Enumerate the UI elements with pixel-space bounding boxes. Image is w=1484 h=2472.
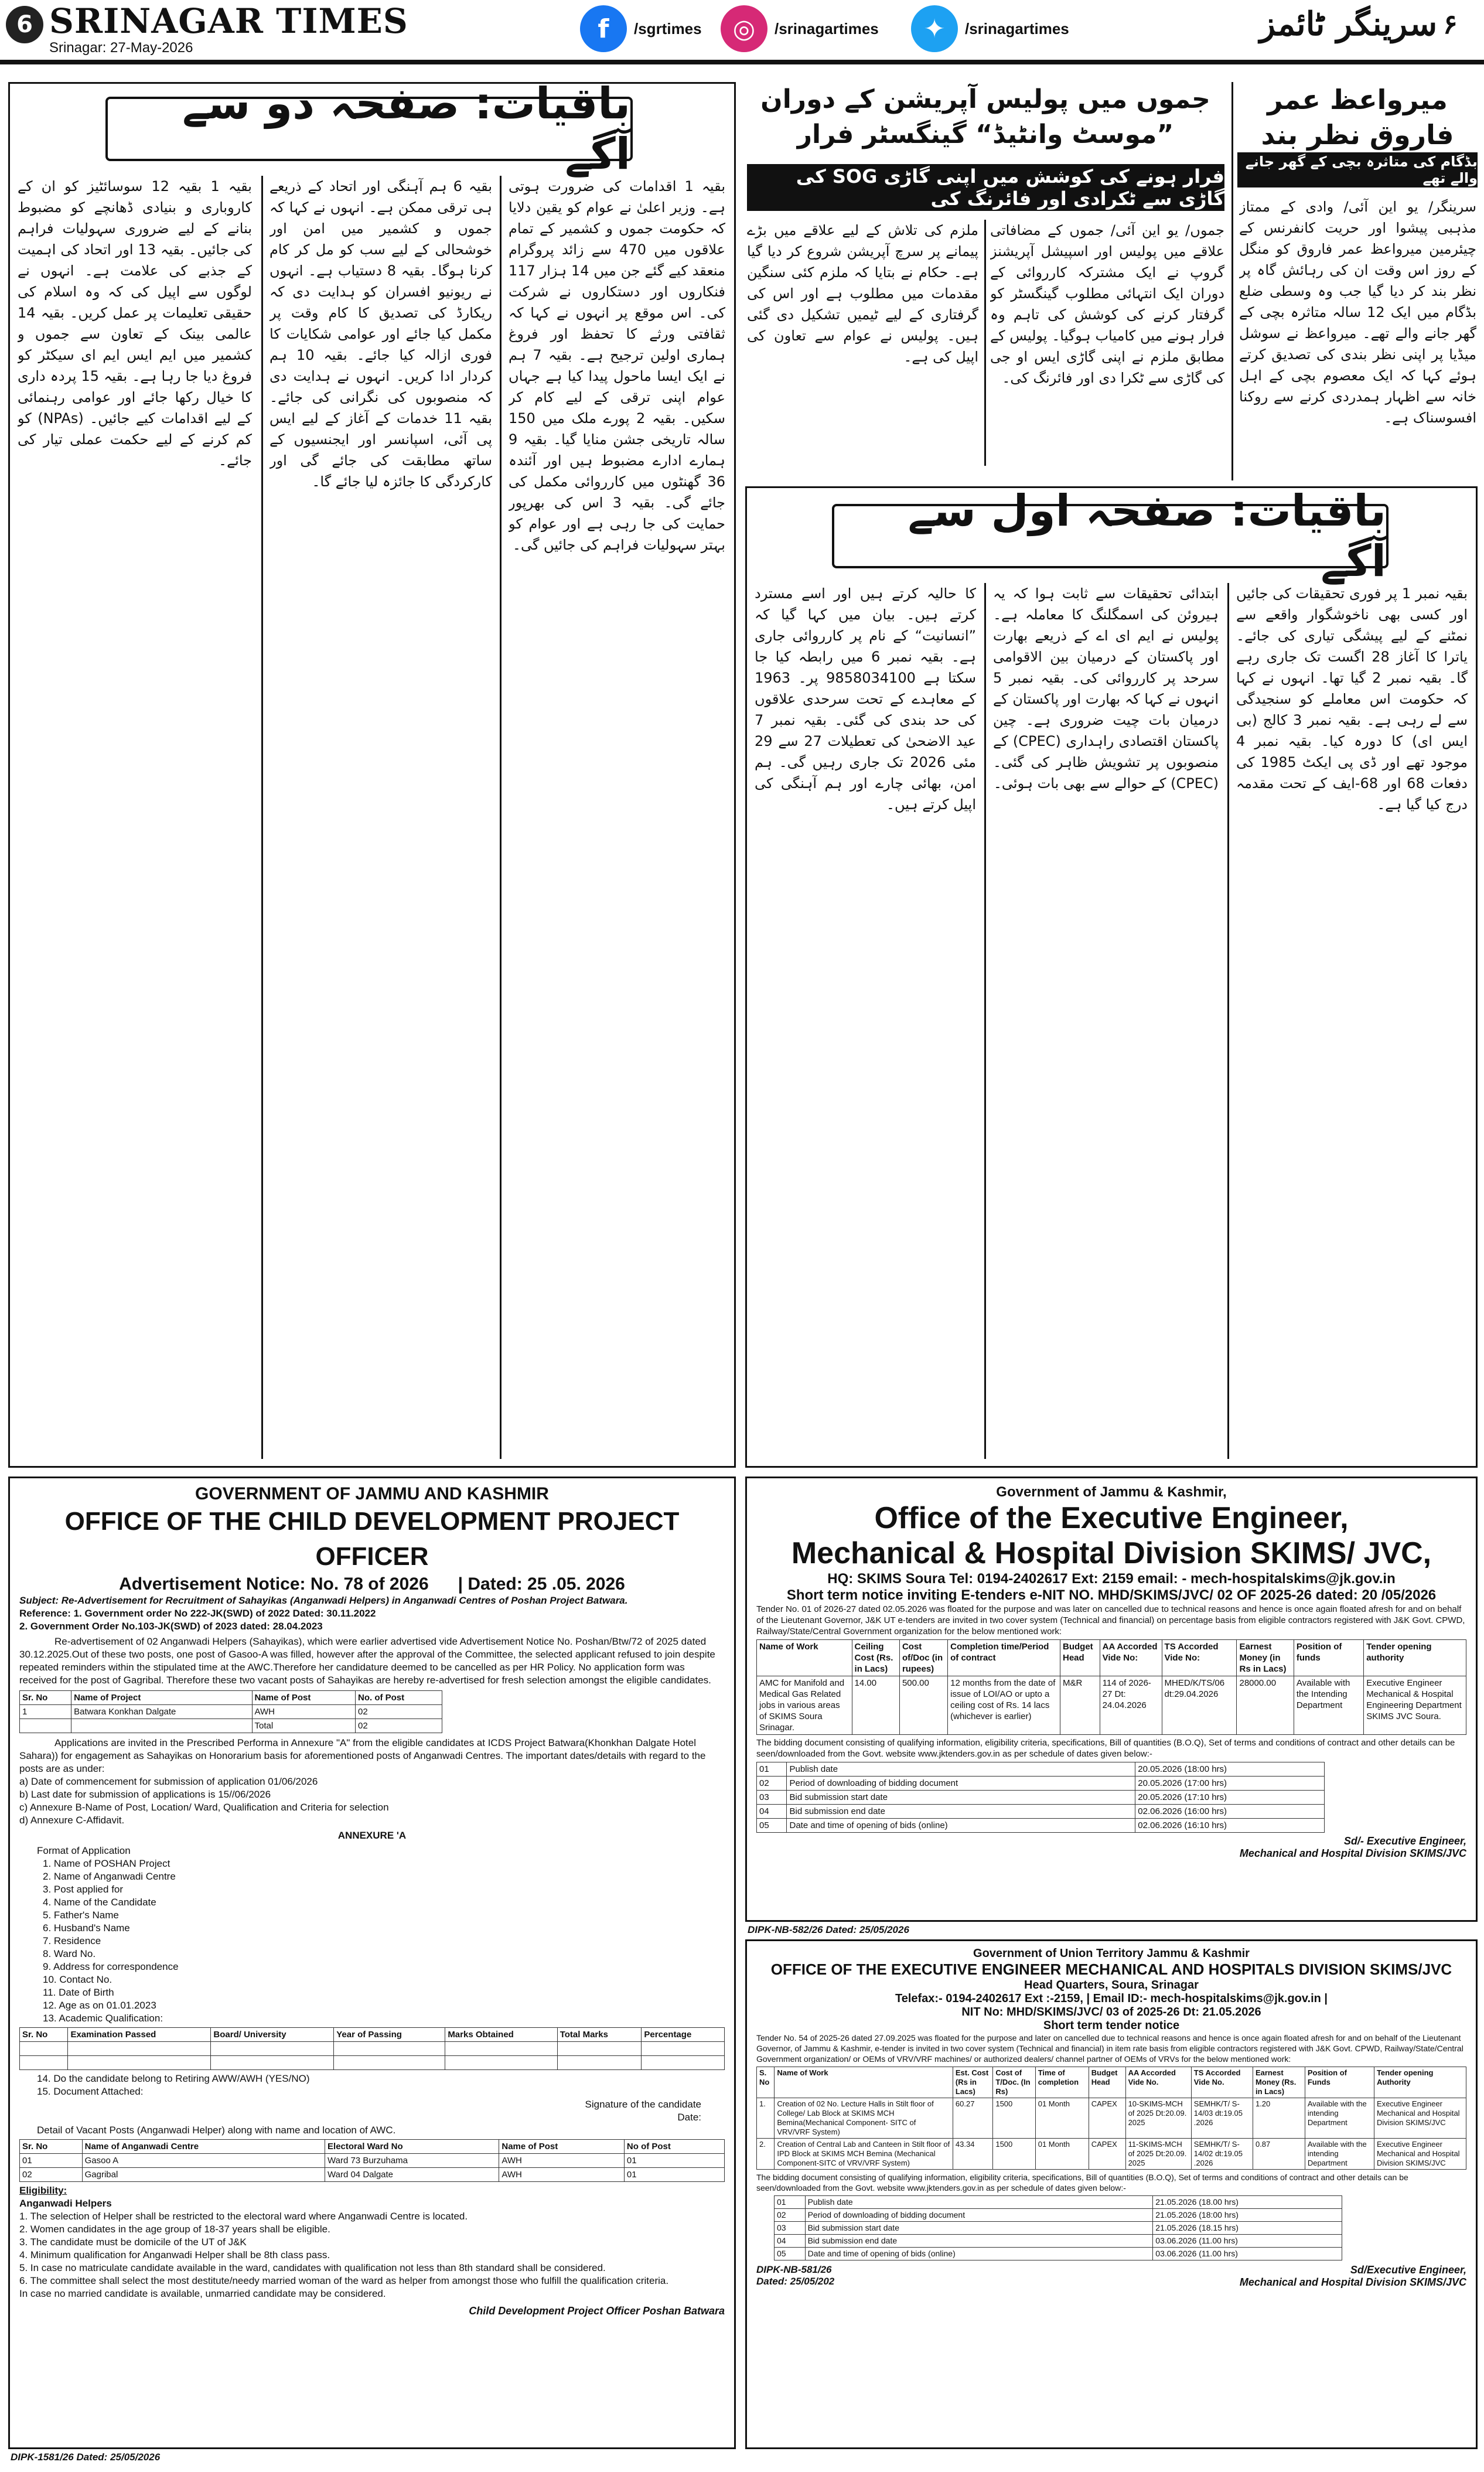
twitter-icon: ✦ — [911, 5, 958, 52]
table-cell: 04 — [775, 2235, 806, 2248]
mirwaiz-headline: میرواعظ عمر فاروق نظر بند — [1261, 84, 1454, 151]
table-cell: Available with the Intending Department — [1294, 1676, 1363, 1735]
table-row — [757, 1819, 1325, 1833]
table-cell: 60.27 — [953, 2098, 992, 2139]
table-cell: Period of downloading of bidding document — [805, 2209, 1153, 2222]
format-item: 7. Residence — [43, 1935, 101, 1946]
table-cell: Bid submission start date — [787, 1791, 1135, 1805]
table-cell: Ward 04 Dalgate — [325, 2168, 499, 2182]
exen1-gov: Government of Jammu & Kashmir, — [996, 1484, 1227, 1500]
exen2-schedule-table — [774, 2195, 1342, 2260]
table-row — [20, 2154, 725, 2168]
page-number: 6 — [6, 6, 43, 43]
table-cell: 01 Month — [1035, 2139, 1089, 2170]
table-cell: 1. — [757, 2098, 775, 2139]
table-header: Board/ University — [211, 2028, 334, 2042]
cdpo-dipk: DIPK-1581/26 Dated: 25/05/2026 — [11, 2451, 161, 2463]
exen2-gov: Government of Union Territory Jammu & Kashmir — [973, 1947, 1250, 1960]
table-cell: 11-SKIMS-MCH of 2025 Dt:20.09. 2025 — [1125, 2139, 1191, 2170]
exen1-body: Tender No. 01 of 2026-27 dated 02.05.2026 was floated for the purpose and was later on cancelled due to technical reasons and hence is once again floated afresh for and on behalf of the Lieutenant Governor, J&K UT e-tenders are invited in two cover system (Technical and financial) on percentage basis from eligible contractors registered with J&K Govt. CPWD, Railway/State/Central Government organization for the below mentioned work: — [756, 1604, 1465, 1636]
table-cell — [71, 1719, 252, 1733]
twitter-handle: /srinagartimes — [965, 19, 1069, 37]
table-cell: 02.06.2026 (16:00 hrs) — [1135, 1805, 1324, 1819]
table-header: Tender opening authority — [1364, 1640, 1466, 1676]
police-story-col-2: ملزم کی تلاش کے لیے علاقے میں بڑے پیمانے پر سرچ آپریشن شروع کر دیا گیا ہے۔ حکام نے بتایا کہ ملزم کئی سنگین مقدمات میں مطلوب ہے اور اس کی گرفتاری کے لیے ٹیمیں تشکیل دی گئی ہیں۔ پولیس نے عوام سے تعاون کی اپیل کی ہے۔ — [747, 222, 978, 365]
cdpo-date-d: d) Annexure C-Affidavit. — [19, 1815, 125, 1826]
table-cell: Publish date — [805, 2196, 1153, 2209]
table-cell: 20.05.2026 (17:10 hrs) — [1135, 1791, 1324, 1805]
table-cell: 20.05.2026 (18:00 hrs) — [1135, 1762, 1324, 1777]
table-header: Position of funds — [1294, 1640, 1363, 1676]
table-cell: Date and time of opening of bids (online) — [805, 2248, 1153, 2260]
cdpo-body: Re-advertisement of 02 Anganwadi Helpers (Sahayikas), which were earlier advertised vide Advertisement Notice No. Poshan/Btw/72 of 2025 dated 30.12.2025.Out of these two posts, one post of Gasoo-A was filled, however after the approval of the Committee, the selected applicant refused to join despite repeated reminders within the stipulated time at the AWC.Therefore her candidature deemed to be cancelled as per HR Policy. No application form was received for the post of Gagribal. Therefore these two vacant posts of Sahayikas are hereby re-advertised for fresh selection amongst the eligible candidates. — [19, 1636, 715, 1686]
table-cell: CAPEX — [1089, 2139, 1125, 2170]
cdpo-office: OFFICE OF THE CHILD DEVELOPMENT PROJECT OFFICER — [64, 1507, 680, 1571]
social-twitter[interactable] — [911, 4, 1069, 54]
exen2-body: Tender No. 54 of 2025-26 dated 27.09.2025 was floated for the purpose and later on cancelled due to technical reasons and hence is once again floated afresh for and on behalf of the Lieutenant Governor, of Jammu & Kashmir, e-tender is invited in two cover system (Technical and financial) in item rate basis from eligible contractors registered with J&K Govt. CPWD, Railway/State/Central Government organization/ or OEMs of VRV/VRF machines/ or authorized dealers/ channel partner of OEMs of VRVs for the below mentioned work: — [756, 2033, 1463, 2064]
cdpo-ref1: Reference: 1. Government order No 222-JK(SWD) of 2022 Dated: 30.11.2022 — [19, 1608, 376, 1619]
table-header: Tender opening Authority — [1374, 2067, 1466, 2098]
cdpo-apply: Applications are invited in the Prescribed Performa in Annexure "A" from the eligible candidates at ICDS Project Batwara(Khonkhan Dalgate Hotel Sahara)) for engagement as Sahayikas on Honorarium basis for aforementioned posts of Anganwadi Centres. The important dates/details with regard to the posts are as under: — [19, 1737, 706, 1774]
table-cell: 01 — [20, 2154, 83, 2168]
table-cell: AWH — [252, 1705, 355, 1719]
cdpo-eligibility-sub: Anganwadi Helpers — [19, 2198, 112, 2209]
table-cell: 01 — [624, 2154, 724, 2168]
table-cell: 03.06.2026 (11.00 hrs) — [1153, 2248, 1342, 2260]
masthead-rule — [0, 60, 1484, 64]
mirwaiz-banner: بڈگام کی متاثرہ بچی کے گھر جانے والے تھے — [1237, 152, 1478, 187]
table-cell: 21.05.2026 (18:00 hrs) — [1153, 2209, 1342, 2222]
table-cell: CAPEX — [1089, 2098, 1125, 2139]
issue-date: Srinagar: 27-May-2026 — [49, 40, 193, 56]
exen2-schedule-note: The bidding document consisting of qualifying information, eligibility criteria, specifications, Bill of quantities (B.O.Q), Set of terms and conditions of contract and other details can be seen/downloaded from the Govt. website www.jktenders.gov.in as per schedule of dates given below:- — [756, 2173, 1408, 2193]
table-cell: 21.05.2026 (18.00 hrs) — [1153, 2196, 1342, 2209]
table-cell — [20, 1719, 71, 1733]
col-divider — [261, 176, 263, 1459]
mid-col-3: کا حالیہ کرتے ہیں اور اسے مسترد کرتے ہیں۔ بیان میں کہا گیا کہ ”انسانیت“ کے نام پر کارروائی جاری ہے۔ بقیہ نمبر 6 میں رابطہ کیا جا سکتا ہے 9858034100 پر۔ 1963 کے معاہدے کے تحت سرحدی علاقوں کی حد بندی کی گئی۔ بقیہ نمبر 7 عید الاضحیٰ کی تعطیلات 27 سے 29 مئی 2026 تک جاری رہیں گی۔ ہم امن، بھائی چارے اور ہم آہنگی کی اپیل کرتے ہیں۔ — [755, 585, 976, 813]
mid-section-header: باقیات: صفحہ اول سے آگے — [832, 504, 1389, 568]
urdu-page-number: ۶ — [1443, 8, 1458, 40]
exen1-office2: Mechanical & Hospital Division SKIMS/ JVC, — [791, 1536, 1432, 1570]
table-cell: Ward 73 Burzuhama — [325, 2154, 499, 2168]
table-cell: AWH — [499, 2168, 625, 2182]
table-row — [775, 2196, 1342, 2209]
table-header: TS Accorded Vide No. — [1191, 2067, 1253, 2098]
table-row — [775, 2235, 1342, 2248]
exen2-signature1: Sd/Executive Engineer, — [1350, 2264, 1466, 2276]
table-header: Name of Post — [499, 2140, 625, 2154]
format-item: 1. Name of POSHAN Project — [43, 1858, 170, 1869]
cdpo-post-table — [19, 1690, 442, 1733]
table-header: TS Accorded Vide No: — [1162, 1640, 1237, 1676]
cdpo-subject: Subject: Re-Advertisement for Recruitment of Sahayikas (Anganwadi Helpers) in Anganwadi Centres of Poshan Project Batwara. — [19, 1595, 628, 1606]
exen2-advertisement — [745, 1939, 1478, 2449]
left-section-header: باقیات: صفحہ دو سے آگے — [105, 97, 633, 161]
eligibility-item: 2. Women candidates in the age group of 18-37 years shall be eligible. — [19, 2224, 330, 2235]
table-row — [757, 2139, 1466, 2170]
police-story-col-1: جموں/ یو این آئی/ جموں کے مضافاتی علاقے میں پولیس اور اسپیشل آپریشنز گروپ نے ایک مشترکہ کارروائی کے دوران ایک انتہائی مطلوب گینگسٹر کو گرفتار کرنے کی کوشش کی تاہم وہ فرار ہونے میں کامیاب ہوگیا۔ پولیس کے مطابق ملزم نے اپنی گاڑی ایس او جی کی گاڑی سے ٹکرا دی اور فائرنگ کی۔ — [990, 222, 1224, 386]
table-cell: Bid submission start date — [805, 2222, 1153, 2235]
table-header: Name of Work — [757, 1640, 852, 1676]
table-header: Time of completion — [1035, 2067, 1089, 2098]
table-header: Total Marks — [557, 2028, 642, 2042]
table-cell: 2. — [757, 2139, 775, 2170]
table-cell: 1.20 — [1253, 2098, 1305, 2139]
table-cell: 43.34 — [953, 2139, 992, 2170]
table-cell: 03 — [757, 1791, 787, 1805]
table-cell: Gasoo A — [82, 2154, 325, 2168]
table-row — [757, 1676, 1466, 1735]
format-item: 9. Address for correspondence — [43, 1961, 179, 1972]
exen2-dipk2: Dated: 25/05/202 — [756, 2276, 835, 2287]
exen1-schedule-note: The bidding document consisting of qualifying information, eligibility criteria, specifications, Bill of quantities (B.O.Q), Set of terms and conditions of contract and other details can be seen/downloaded from the Govt. website www.jktenders.gov.in as per schedule of dates given below:- — [756, 1738, 1455, 1759]
col-divider — [984, 583, 986, 1459]
exen1-office1: Office of the Executive Engineer, — [874, 1501, 1349, 1535]
col-divider — [500, 176, 502, 1459]
table-cell: Available with the intending Department — [1305, 2098, 1374, 2139]
table-cell: Executive Engineer Mechanical and Hospital Division SKIMS/JVC — [1374, 2139, 1466, 2170]
table-cell: 02 — [20, 2168, 83, 2182]
cdpo-notice: Advertisement Notice: No. 78 of 2026 | Dated: 25 .05. 2026 — [119, 1574, 625, 1594]
format-item: 12. Age as on 01.01.2023 — [43, 2000, 156, 2011]
table-header: Est. Cost (Rs in Lacs) — [953, 2067, 992, 2098]
social-instagram[interactable] — [721, 4, 879, 54]
left-col-1: بقیہ 1 اقدامات کی ضرورت ہوتی ہے۔ وزیر اعلیٰ نے عوام کو یقین دلایا کہ حکومت جموں و کشمیر کے تمام علاقوں میں 470 سے زائد پروگرام منعقد کیے گئے جن میں 14 ہزار 117 فنکاروں اور دستکاروں نے شرکت کی۔ اس موقع پر انہوں نے کہا کہ ثقافتی ورثے کا تحفظ اور فروغ ہماری اولین ترجیح ہے۔ بقیہ 7 ہم نے ایک ایسا ماحول پیدا کیا ہے جہاں عوام اپنی ترقی کے لیے کام کر سکیں۔ بقیہ 2 پورے ملک میں 150 سالہ تاریخی جشن منایا گیا۔ بقیہ 9 ہمارے ادارے مضبوط ہیں اور آئندہ 36 گھنٹوں میں کارروائی مکمل کی جائے گی۔ بقیہ 3 اس کی بھرپور حمایت کی جا رہی ہے اور عوام کو بہتر سہولیات فراہم کی جائیں گی۔ — [509, 178, 725, 553]
col-divider — [984, 220, 986, 466]
table-cell: 05 — [757, 1819, 787, 1833]
table-cell: M&R — [1060, 1676, 1100, 1735]
table-cell: Date and time of opening of bids (online) — [787, 1819, 1135, 1833]
exen1-work-table — [756, 1639, 1466, 1735]
eligibility-item: 6. The committee shall select the most destitute/needy married woman of the ward as helper from amongst those who fulfill the qualification criteria. — [19, 2275, 669, 2286]
exen2-hq: Head Quarters, Soura, Srinagar — [1024, 1979, 1199, 1992]
mid-col-1: بقیہ نمبر 1 پر فوری تحقیقات کی جائیں اور کسی بھی ناخوشگوار واقعے سے نمٹنے کے لیے پیشگی تیاری کی جائے۔ یاترا کا آغاز 28 اگست تک جاری رہے گا۔ بقیہ نمبر 2 گیا تھا۔ انہوں نے کہا کہ حکومت اس معاملے کو سنجیدگی سے لے رہی ہے۔ بقیہ نمبر 3 کالج (بی ایس ای) کا دورہ کیا۔ بقیہ نمبر 4 موجود تھے اور ڈی پی ایکٹ 1985 کی دفعات 68 اور 68-ایف کے تحت مقدمہ درج کیا گیا ہے۔ — [1236, 585, 1468, 813]
cdpo-date-b: b) Last date for submission of applications is 15//06/2026 — [19, 1789, 271, 1800]
cdpo-format-title: Format of Application — [37, 1845, 131, 1856]
table-row — [775, 2248, 1342, 2260]
table-header: Earnest Money (Rs. in Lacs) — [1253, 2067, 1305, 2098]
table-header: Examination Passed — [68, 2028, 211, 2042]
table-row — [757, 1805, 1325, 1819]
cdpo-signature: Child Development Project Officer Poshan Batwara — [469, 2305, 725, 2317]
table-header: Ceiling Cost (Rs. in Lacs) — [852, 1640, 899, 1676]
exen1-signature2: Mechanical and Hospital Division SKIMS/JVC — [1239, 1847, 1466, 1859]
table-row — [757, 1777, 1325, 1791]
table-cell: 03.06.2026 (11.00 hrs) — [1153, 2235, 1342, 2248]
table-row — [775, 2209, 1342, 2222]
eligibility-item: 1. The selection of Helper shall be restricted to the electoral ward where Anganwadi Centre is located. — [19, 2211, 468, 2222]
table-cell: Executive Engineer Mechanical & Hospital Engineering Department SKIMS JVC Soura. — [1364, 1676, 1466, 1735]
table-header: No of Post — [624, 2140, 724, 2154]
table-cell: 28000.00 — [1237, 1676, 1294, 1735]
table-cell: Gagribal — [82, 2168, 325, 2182]
table-cell: 05 — [775, 2248, 806, 2260]
table-cell: 1500 — [993, 2098, 1035, 2139]
exen1-dipk: DIPK-NB-582/26 Dated: 25/05/2026 — [748, 1924, 909, 1935]
cdpo-date-c: c) Annexure B-Name of Post, Location/ Ward, Qualification and Criteria for selection — [19, 1802, 389, 1813]
exen2-signature2: Mechanical and Hospital Division SKIMS/JVC — [1239, 2276, 1466, 2288]
format-item: 13. Academic Qualification: — [43, 2013, 163, 2024]
eligibility-item: 5. In case no matriculate candidate available in the ward, candidates with qualification not less than 8th standard shall be considered. — [19, 2262, 606, 2273]
table-cell: 114 of 2026-27 Dt: 24.04.2026 — [1100, 1676, 1162, 1735]
table-cell: SEMHK/T/ S-14/02 dt:19.05 .2026 — [1191, 2139, 1253, 2170]
cdpo-annexure: ANNEXURE 'A — [337, 1830, 407, 1841]
table-header: Sr. No — [20, 2140, 83, 2154]
cdpo-q15: 15. Document Attached: — [37, 2086, 144, 2097]
table-header: Year of Passing — [334, 2028, 445, 2042]
col-divider — [1227, 583, 1229, 1459]
table-cell: Available with the intending Department — [1305, 2139, 1374, 2170]
exen2-nit: NIT No: MHD/SKIMS/JVC/ 03 of 2025-26 Dt: 21.05.2026 — [961, 2006, 1261, 2018]
left-col-2: بقیہ 6 ہم آہنگی اور اتحاد کے ذریعے ہی ترقی ممکن ہے۔ انہوں نے کہا کہ جموں و کشمیر میں امن اور خوشحالی کے لیے سب کو مل کر کام کرنا ہوگا۔ بقیہ 8 دستیاب ہے۔ انہوں نے ریونیو افسران کو ہدایت دی کہ ریکارڈ کی تصدیق کا کام وقت پر مکمل کیا جائے اور عوامی شکایات کا فوری ازالہ کیا جائے۔ بقیہ 10 ہم کردار ادا کریں۔ انہوں نے ہدایت دی کہ منصوبوں کی نگرانی کی جائے۔ بقیہ 11 خدمات کے آغاز کے لیے ایس پی آئی، اسپانسر اور ایجنسیوں کے ساتھ مطابقت کی جائے گی اور کارکردگی کا جائزہ لیا جائے گا۔ — [269, 178, 492, 490]
cdpo-eligibility-title: Eligibility: — [19, 2185, 67, 2196]
table-cell: 02.06.2026 (16:10 hrs) — [1135, 1819, 1324, 1833]
table-cell: Batwara Konkhan Dalgate — [71, 1705, 252, 1719]
table-cell: 01 Month — [1035, 2098, 1089, 2139]
table-cell: 02 — [355, 1719, 442, 1733]
table-header: AA Accorded Vide No. — [1125, 2067, 1191, 2098]
table-header: Name of Post — [252, 1691, 355, 1705]
cdpo-qualification-table — [19, 2027, 725, 2070]
table-cell: 01 — [775, 2196, 806, 2209]
format-item: 11. Date of Birth — [43, 1987, 114, 1998]
table-cell: Creation of 02 No. Lecture Halls in Stilt floor of College/ Lab Block at SKIMS MCH Bemina(Mechanical Component- SITC of VRV/VRF System) — [775, 2098, 953, 2139]
table-header: Electoral Ward No — [325, 2140, 499, 2154]
table-cell: 14.00 — [852, 1676, 899, 1735]
col-divider — [1231, 82, 1233, 480]
table-row — [20, 2042, 725, 2056]
cdpo-signature-candidate: Signature of the candidate — [585, 2099, 701, 2110]
table-cell: 04 — [757, 1805, 787, 1819]
table-cell: MHED/K/TS/06 dt:29.04.2026 — [1162, 1676, 1237, 1735]
exen2-dipk1: DIPK-NB-581/26 — [756, 2264, 832, 2275]
cdpo-advertisement — [8, 1477, 736, 2449]
table-header: Earnest Money (in Rs in Lacs) — [1237, 1640, 1294, 1676]
table-header: Sr. No — [20, 2028, 68, 2042]
format-item: 6. Husband's Name — [43, 1922, 130, 1934]
table-cell: Period of downloading of bidding document — [787, 1777, 1135, 1791]
format-item: 5. Father's Name — [43, 1910, 119, 1921]
table-row — [20, 2056, 725, 2070]
table-header: Percentage — [642, 2028, 725, 2042]
table-cell: Total — [252, 1719, 355, 1733]
table-row — [757, 2098, 1466, 2139]
format-item: 3. Post applied for — [43, 1884, 124, 1895]
table-cell: 03 — [775, 2222, 806, 2235]
facebook-handle: /sgrtimes — [634, 19, 702, 37]
table-header: Sr. No — [20, 1691, 71, 1705]
cdpo-ref2: 2. Government Order No.103-JK(SWD) of 2023 dated: 28.04.2023 — [19, 1621, 323, 1632]
table-cell: 1 — [20, 1705, 71, 1719]
table-cell: 02 — [355, 1705, 442, 1719]
table-cell: 01 — [624, 2168, 724, 2182]
cdpo-vacancy-table — [19, 2139, 725, 2182]
exen1-notice: Short term notice inviting E-tenders e-NIT NO. MHD/SKIMS/JVC/ 02 OF 2025-26 dated: 20 /05/2026 — [786, 1587, 1437, 1603]
table-header: Name of Work — [775, 2067, 953, 2098]
table-row — [20, 2168, 725, 2182]
table-header: Cost of T/Doc. (In Rs) — [993, 2067, 1035, 2098]
table-cell: 12 months from the date of issue of LOI/AO or upto a ceiling cost of Rs. 14 lacs (whichever is earlier) — [948, 1676, 1060, 1735]
format-item: 4. Name of the Candidate — [43, 1897, 156, 1908]
eligibility-item: In case no married candidate is available, unmarried candidate may be considered. — [19, 2288, 386, 2299]
cdpo-q14: 14. Do the candidate belong to Retiring AWW/AWH (YES/NO) — [37, 2073, 310, 2084]
table-cell: Bid submission end date — [805, 2235, 1153, 2248]
mirwaiz-story: سرینگر/ یو این آئی/ وادی کے ممتاز مذہبی پیشوا اور حریت کانفرنس کے چیئرمین میرواعظ عمر فاروق کو منگل کے روز اس وقت ان کی رہائش گاہ پر نظر بند کر دیا گیا جب وہ وسطی ضلع بڈگام میں ایک 12 سالہ متاثرہ بچی کے گھر جانے والے تھے۔ میرواعظ نے سوشل میڈیا پر اپنی نظر بندی کی تصدیق کرتے ہوئے کہا کہ ایک معصوم بچی کے اہل خانہ سے اظہار ہمدردی کرنے سے روکنا افسوسناک ہے۔ — [1239, 199, 1476, 426]
cdpo-gov: GOVERNMENT OF JAMMU AND KASHMIR — [195, 1484, 549, 1503]
left-col-3: بقیہ 1 بقیہ 12 سوسائٹیز کو ان کے کاروباری و بنیادی ڈھانچے کو مضبوط بنانے کے لیے ضروری سہولیات فراہم کی جائیں۔ بقیہ 13 اور اتحاد کی اہمیت کے جذبے کی علامت ہے۔ انہوں نے لوگوں سے اپیل کی کہ وہ اسلام کی حقیقی تعلیمات پر عمل کریں۔ بقیہ 14 عالمی بینک کے تعاون سے جموں و کشمیر میں ایم ایس ایم ای سیکٹر کو فروغ دیا جا رہا ہے۔ بقیہ 15 پردہ داری کا خیال رکھا جائے اور عوامی رہنمائی کے لیے اقدامات کیے جائیں۔ (NPAs) کو کم کرنے کے لیے حکمت عملی تیار کی جائے۔ — [18, 178, 252, 469]
table-header: Completion time/Period of contract — [948, 1640, 1060, 1676]
cdpo-date-label: Date: — [677, 2112, 701, 2123]
exen2-office: OFFICE OF THE EXECUTIVE ENGINEER MECHANICAL AND HOSPITALS DIVISION SKIMS/JVC — [770, 1960, 1452, 1978]
table-header: Name of Anganwadi Centre — [82, 2140, 325, 2154]
table-header: No. of Post — [355, 1691, 442, 1705]
table-cell: 1500 — [993, 2139, 1035, 2170]
exen2-short: Short term tender notice — [1043, 2019, 1180, 2032]
eligibility-item: 4. Minimum qualification for Anganwadi Helper shall be 8th class pass. — [19, 2249, 330, 2260]
instagram-handle: /srinagartimes — [775, 19, 879, 37]
table-row — [757, 1791, 1325, 1805]
newspaper-title: SRINAGAR TIMES — [49, 1, 408, 41]
instagram-icon: ◎ — [721, 5, 767, 52]
table-row — [20, 1719, 442, 1733]
table-cell: Bid submission end date — [787, 1805, 1135, 1819]
table-cell: Creation of Central Lab and Canteen in Stilt floor of IPD Block at SKIMS MCH Bemina (Mechanical Component-SITC of VRV/VRF System) — [775, 2139, 953, 2170]
table-header: Name of Project — [71, 1691, 252, 1705]
table-cell: 01 — [757, 1762, 787, 1777]
police-subhead: فرار ہونے کی کوشش میں اپنی گاڑی SOG کی گاڑی سے ٹکرادی اور فائرنگ کی — [747, 164, 1224, 211]
table-header: S. No — [757, 2067, 775, 2098]
table-row — [20, 1705, 442, 1719]
exen2-tel: Telefax:- 0194-2402617 Ext :-2159, | Email ID:- mech-hospitalskims@jk.gov.in | — [895, 1992, 1328, 2005]
format-item: 8. Ward No. — [43, 1948, 96, 1959]
table-cell: Executive Engineer Mechanical and Hospital Division SKIMS/JVC — [1374, 2098, 1466, 2139]
table-row — [757, 1762, 1325, 1777]
exen1-advertisement — [745, 1477, 1478, 1922]
masthead — [0, 0, 1484, 59]
table-header: Budget Head — [1060, 1640, 1100, 1676]
table-cell: AWH — [499, 2154, 625, 2168]
police-headline: جموں میں پولیس آپریشن کے دوران ”موسٹ وانٹیڈ“ گینگسٹر فرار — [760, 84, 1210, 149]
table-cell: 0.87 — [1253, 2139, 1305, 2170]
table-cell: 02 — [775, 2209, 806, 2222]
table-cell: SEMHK/T/ S-14/03 dt:19.05 .2026 — [1191, 2098, 1253, 2139]
table-cell: 20.05.2026 (17:00 hrs) — [1135, 1777, 1324, 1791]
cdpo-date-a: a) Date of commencement for submission of application 01/06/2026 — [19, 1776, 318, 1787]
table-cell: 02 — [757, 1777, 787, 1791]
table-cell: 500.00 — [899, 1676, 947, 1735]
social-facebook[interactable] — [580, 4, 702, 54]
table-row — [775, 2222, 1342, 2235]
cdpo-detail-title: Detail of Vacant Posts (Anganwadi Helper) along with name and location of AWC. — [37, 2125, 396, 2136]
table-header: Cost of/Doc (in rupees) — [899, 1640, 947, 1676]
table-header: Budget Head — [1089, 2067, 1125, 2098]
exen1-signature1: Sd/- Executive Engineer, — [1343, 1835, 1466, 1847]
table-cell: 10-SKIMS-MCH of 2025 Dt:20.09. 2025 — [1125, 2098, 1191, 2139]
table-cell: AMC for Manifold and Medical Gas Related jobs in various areas of SKIMS Soura Srinagar. — [757, 1676, 852, 1735]
table-header: Marks Obtained — [445, 2028, 557, 2042]
exen2-work-table — [756, 2067, 1466, 2170]
urdu-title: سرینگر ٹائمز — [1259, 5, 1437, 43]
table-cell: Publish date — [787, 1762, 1135, 1777]
mid-col-2: ابتدائی تحقیقات سے ثابت ہوا کہ یہ ہیروئن کی اسمگلنگ کا معاملہ ہے۔ پولیس نے ایم ای اے کے ذریعے بھارت اور پاکستان کے درمیان بین الاقوامی سرحد پر کارروائی کی۔ بقیہ نمبر 5 انہوں نے کہا کہ بھارت اور پاکستان کے درمیان بات چیت ضروری ہے۔ چین پاکستان اقتصادی راہداری (CPEC) کے منصوبوں پر تشویش ظاہر کی گئی۔ (CPEC) کے حوالے سے بھی بات ہوئی۔ — [993, 585, 1219, 792]
format-item: 10. Contact No. — [43, 1974, 112, 1985]
exen1-schedule-table — [756, 1762, 1325, 1833]
table-header: Position of Funds — [1305, 2067, 1374, 2098]
format-item: 2. Name of Anganwadi Centre — [43, 1871, 176, 1882]
eligibility-item: 3. The candidate must be domicile of the UT of J&K — [19, 2236, 247, 2248]
facebook-icon: f — [580, 5, 627, 52]
table-cell: 21.05.2026 (18.15 hrs) — [1153, 2222, 1342, 2235]
exen1-hq: HQ: SKIMS Soura Tel: 0194-2402617 Ext: 2159 email: - mech-hospitalskims@jk.gov.in — [827, 1571, 1396, 1587]
table-header: AA Accorded Vide No: — [1100, 1640, 1162, 1676]
